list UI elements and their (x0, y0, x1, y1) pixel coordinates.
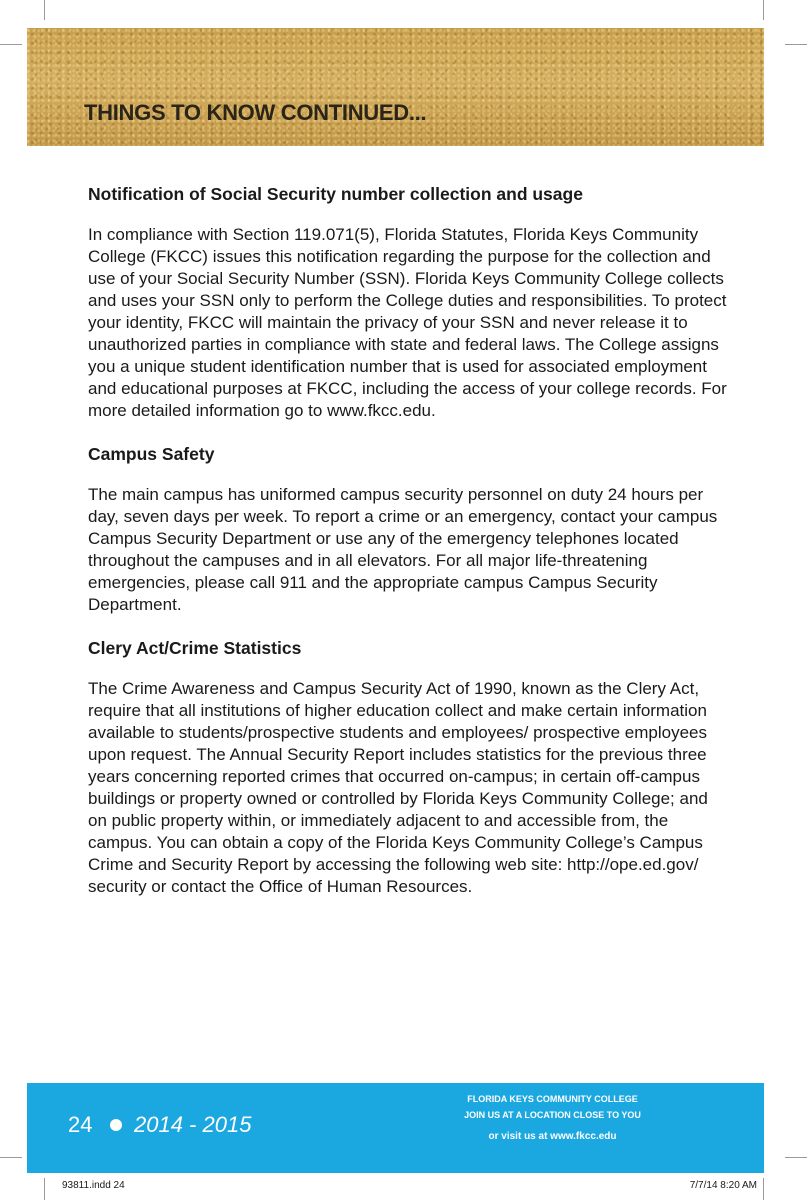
header-banner (27, 28, 764, 146)
section-clery-act (88, 636, 728, 898)
college-name: FLORIDA KEYS COMMUNITY COLLEGE (467, 1094, 638, 1104)
section-body: In compliance with Section 119.071(5), Florida Statutes, Florida Keys Community College (FKCC) issues this notification regarding the purpose for the collection and use of your Social Security Number (SSN). Florida Keys Community College collects and uses your SSN only to perform the College duties and responsibilities. To protect your identity, FKCC will maintain the privacy of your SSN and never release it to unauthorized parties in compliance with state and federal laws. The College assigns you a unique student identification number that is used for associated employment and educational purposes at FKCC, including the access of your college records. For more detailed information go to www.fkcc.edu. (88, 225, 727, 420)
main-content (88, 182, 728, 918)
college-tagline: JOIN US AT A LOCATION CLOSE TO YOU (464, 1110, 641, 1120)
section-ssn-notification (88, 182, 728, 422)
college-website-link[interactable]: or visit us at www.fkcc.edu (488, 1131, 617, 1142)
section-heading: Campus Safety (88, 444, 215, 464)
crop-mark (0, 1157, 22, 1158)
page-number: 24 (68, 1112, 93, 1137)
section-campus-safety (88, 442, 728, 616)
crop-mark (44, 0, 45, 20)
year-range: 2014 - 2015 (134, 1112, 252, 1137)
section-body: The Crime Awareness and Campus Security Act of 1990, known as the Clery Act, require that all institutions of higher education collect and make certain information available to students/prospective students and employees/ prospective employees upon request. The Annual Security Report includes statistics for the previous three years concerning reported crimes that occurred on-campus; in certain off-campus buildings or property owned or controlled by Florida Keys Community College; and on public property within, or immediately adjacent to and accessible from, the campus. You can obtain a copy of the Florida Keys Community College’s Campus Crime and Security Report by accessing the following web site: http://ope.ed.gov/ security or contact the Office of Human Resources. (88, 679, 708, 896)
section-heading: Clery Act/Crime Statistics (88, 638, 302, 658)
section-body: The main campus has uniformed campus security personnel on duty 24 hours per day, seven days per week. To report a crime or an emergency, contact your campus Campus Security Department or use any of the emergency telephones located throughout the campuses and in all elevators. For all major life-threatening emergencies, please call 911 and the appropriate campus Campus Security Department. (88, 485, 718, 614)
crop-mark (785, 1157, 807, 1158)
print-slug-file: 93811.indd 24 (62, 1180, 125, 1191)
page-title: THINGS TO KNOW CONTINUED... (84, 100, 427, 125)
crop-mark (44, 1178, 45, 1200)
crop-mark (0, 44, 22, 45)
crop-mark (785, 44, 807, 45)
crop-mark (763, 0, 764, 20)
college-info (440, 1091, 665, 1145)
bullet-dot-icon (110, 1119, 122, 1131)
section-heading: Notification of Social Security number collection and usage (88, 184, 583, 204)
print-slug-datetime: 7/7/14 8:20 AM (689, 1180, 757, 1191)
crop-mark (763, 1178, 764, 1200)
